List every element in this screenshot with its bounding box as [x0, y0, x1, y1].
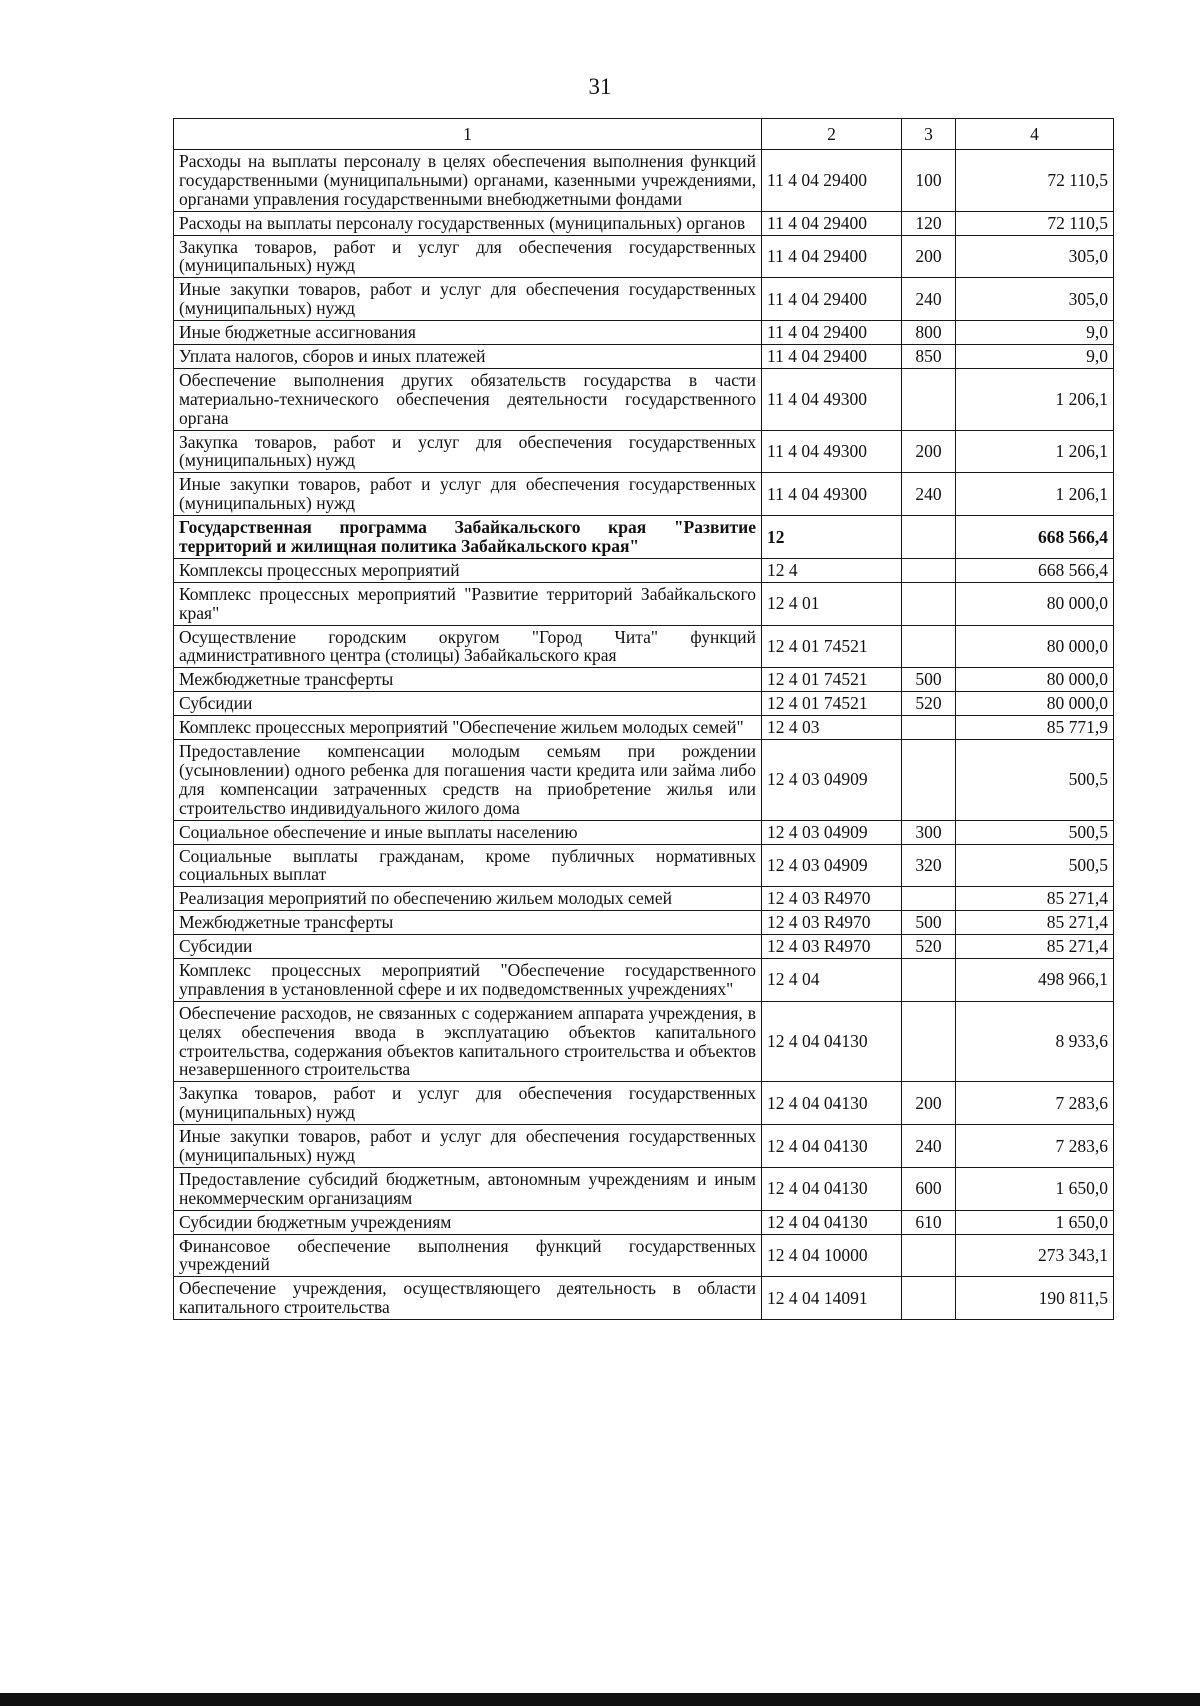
- row-name: Реализация мероприятий по обеспечению жильем молодых семей: [174, 887, 762, 911]
- table-row: [174, 625, 1114, 668]
- row-name: Субсидии: [174, 692, 762, 716]
- row-name: Расходы на выплаты персоналу государственных (муниципальных) органов: [174, 211, 762, 235]
- table-row: [174, 692, 1114, 716]
- row-code: 12 4 04: [762, 958, 902, 1001]
- table-row: [174, 935, 1114, 959]
- table-row: [174, 516, 1114, 559]
- row-sum: 305,0: [956, 235, 1114, 278]
- row-expense-type: 500: [902, 668, 956, 692]
- row-sum: 80 000,0: [956, 692, 1114, 716]
- table-row: [174, 1234, 1114, 1277]
- row-expense-type: [902, 516, 956, 559]
- table-row: [174, 911, 1114, 935]
- row-code: 12 4 04 04130: [762, 1210, 902, 1234]
- row-expense-type: 600: [902, 1167, 956, 1210]
- row-code: 12 4 01 74521: [762, 668, 902, 692]
- row-name: Обеспечение расходов, не связанных с содержанием аппарата учреждения, в целях обеспечения ввода в эксплуатацию объектов капитального строительства, содержания объектов капитального строительства и объектов незавершенного строительства: [174, 1001, 762, 1082]
- row-sum: 85 271,4: [956, 911, 1114, 935]
- row-code: 11 4 04 49300: [762, 368, 902, 430]
- row-name: Комплекс процессных мероприятий "Развитие территорий Забайкальского края": [174, 582, 762, 625]
- row-name: Закупка товаров, работ и услуг для обеспечения государственных (муниципальных) нужд: [174, 1082, 762, 1125]
- row-name: Комплексы процессных мероприятий: [174, 558, 762, 582]
- table-row: [174, 211, 1114, 235]
- table-row: [174, 1167, 1114, 1210]
- row-name: Комплекс процессных мероприятий "Обеспечение государственного управления в установленной сфере и их подведомственных учреждениях": [174, 958, 762, 1001]
- row-sum: 1 206,1: [956, 368, 1114, 430]
- table-row: [174, 368, 1114, 430]
- row-name: Предоставление субсидий бюджетным, автономным учреждениям и иным некоммерческим организациям: [174, 1167, 762, 1210]
- row-code: 11 4 04 29400: [762, 150, 902, 212]
- row-name: Иные бюджетные ассигнования: [174, 321, 762, 345]
- row-sum: 85 771,9: [956, 716, 1114, 740]
- row-name: Субсидии бюджетным учреждениям: [174, 1210, 762, 1234]
- row-name: Межбюджетные трансферты: [174, 668, 762, 692]
- row-expense-type: [902, 958, 956, 1001]
- row-code: 12 4 03 04909: [762, 820, 902, 844]
- table-body: [174, 150, 1114, 1320]
- row-sum: 7 283,6: [956, 1125, 1114, 1168]
- row-name: Иные закупки товаров, работ и услуг для обеспечения государственных (муниципальных) нужд: [174, 1125, 762, 1168]
- row-code: 11 4 04 29400: [762, 345, 902, 369]
- row-code: 12 4 01 74521: [762, 625, 902, 668]
- header-col-1: 1: [174, 119, 762, 150]
- table-row: [174, 582, 1114, 625]
- row-code: 12 4 03 04909: [762, 740, 902, 821]
- row-name: Социальное обеспечение и иные выплаты населению: [174, 820, 762, 844]
- table-row: [174, 321, 1114, 345]
- row-sum: 80 000,0: [956, 668, 1114, 692]
- table-row: [174, 473, 1114, 516]
- row-sum: 9,0: [956, 345, 1114, 369]
- row-expense-type: [902, 887, 956, 911]
- row-code: 11 4 04 49300: [762, 473, 902, 516]
- row-name: Предоставление компенсации молодым семьям при рождении (усыновлении) одного ребенка для погашения части кредита или займа либо для компенсации затраченных средств на приобретение жилья или строительство индивидуального жилого дома: [174, 740, 762, 821]
- table-row: [174, 1210, 1114, 1234]
- row-code: 12 4 04 04130: [762, 1001, 902, 1082]
- row-sum: 498 966,1: [956, 958, 1114, 1001]
- table-row: [174, 958, 1114, 1001]
- row-expense-type: [902, 558, 956, 582]
- row-sum: 190 811,5: [956, 1277, 1114, 1320]
- row-expense-type: 240: [902, 278, 956, 321]
- row-expense-type: [902, 368, 956, 430]
- row-name: Социальные выплаты гражданам, кроме публичных нормативных социальных выплат: [174, 844, 762, 887]
- row-sum: 85 271,4: [956, 935, 1114, 959]
- table-row: [174, 235, 1114, 278]
- row-sum: 1 650,0: [956, 1167, 1114, 1210]
- row-expense-type: 520: [902, 935, 956, 959]
- row-expense-type: [902, 1277, 956, 1320]
- row-code: 12 4: [762, 558, 902, 582]
- row-sum: 1 206,1: [956, 430, 1114, 473]
- row-name: Субсидии: [174, 935, 762, 959]
- row-expense-type: 300: [902, 820, 956, 844]
- row-name: Межбюджетные трансферты: [174, 911, 762, 935]
- row-code: 11 4 04 49300: [762, 430, 902, 473]
- row-expense-type: [902, 740, 956, 821]
- table-row: [174, 558, 1114, 582]
- row-expense-type: [902, 582, 956, 625]
- row-expense-type: [902, 625, 956, 668]
- budget-table: [173, 118, 1114, 1320]
- row-name: Финансовое обеспечение выполнения функций государственных учреждений: [174, 1234, 762, 1277]
- row-sum: 9,0: [956, 321, 1114, 345]
- row-sum: 500,5: [956, 820, 1114, 844]
- row-sum: 72 110,5: [956, 150, 1114, 212]
- row-expense-type: [902, 1234, 956, 1277]
- row-name: Иные закупки товаров, работ и услуг для обеспечения государственных (муниципальных) нужд: [174, 278, 762, 321]
- scan-bottom-edge: [0, 1693, 1200, 1706]
- row-code: 12 4 04 04130: [762, 1125, 902, 1168]
- row-expense-type: 520: [902, 692, 956, 716]
- row-sum: 668 566,4: [956, 558, 1114, 582]
- row-name: Иные закупки товаров, работ и услуг для обеспечения государственных (муниципальных) нужд: [174, 473, 762, 516]
- row-code: 12 4 03 R4970: [762, 911, 902, 935]
- row-code: 12 4 03 04909: [762, 844, 902, 887]
- row-name: Осуществление городским округом "Город Чита" функций административного центра (столицы) Забайкальского края: [174, 625, 762, 668]
- table-row: [174, 716, 1114, 740]
- row-code: 12 4 03 R4970: [762, 887, 902, 911]
- row-sum: 8 933,6: [956, 1001, 1114, 1082]
- table-row: [174, 1125, 1114, 1168]
- row-sum: 85 271,4: [956, 887, 1114, 911]
- row-name: Уплата налогов, сборов и иных платежей: [174, 345, 762, 369]
- row-code: 12 4 03: [762, 716, 902, 740]
- row-expense-type: 120: [902, 211, 956, 235]
- row-code: 12 4 01 74521: [762, 692, 902, 716]
- row-sum: 72 110,5: [956, 211, 1114, 235]
- row-expense-type: 200: [902, 235, 956, 278]
- row-expense-type: 320: [902, 844, 956, 887]
- row-code: 12 4 01: [762, 582, 902, 625]
- row-expense-type: 240: [902, 1125, 956, 1168]
- row-expense-type: 850: [902, 345, 956, 369]
- row-code: 12 4 04 10000: [762, 1234, 902, 1277]
- row-expense-type: 800: [902, 321, 956, 345]
- row-sum: 1 650,0: [956, 1210, 1114, 1234]
- table-row: [174, 887, 1114, 911]
- row-expense-type: 200: [902, 1082, 956, 1125]
- row-name: Закупка товаров, работ и услуг для обеспечения государственных (муниципальных) нужд: [174, 430, 762, 473]
- row-expense-type: [902, 716, 956, 740]
- row-sum: 500,5: [956, 844, 1114, 887]
- row-name: Комплекс процессных мероприятий "Обеспечение жильем молодых семей": [174, 716, 762, 740]
- row-expense-type: [902, 1001, 956, 1082]
- row-sum: 273 343,1: [956, 1234, 1114, 1277]
- row-code: 12: [762, 516, 902, 559]
- table-row: [174, 278, 1114, 321]
- row-name: Государственная программа Забайкальского края "Развитие территорий и жилищная политика Забайкальского края": [174, 516, 762, 559]
- row-code: 11 4 04 29400: [762, 211, 902, 235]
- table-row: [174, 668, 1114, 692]
- table-row: [174, 820, 1114, 844]
- row-sum: 80 000,0: [956, 625, 1114, 668]
- row-code: 12 4 04 04130: [762, 1082, 902, 1125]
- row-name: Закупка товаров, работ и услуг для обеспечения государственных (муниципальных) нужд: [174, 235, 762, 278]
- table-row: [174, 740, 1114, 821]
- row-sum: 500,5: [956, 740, 1114, 821]
- table-row: [174, 1001, 1114, 1082]
- row-code: 11 4 04 29400: [762, 278, 902, 321]
- row-name: Обеспечение учреждения, осуществляющего деятельность в области капитального строительства: [174, 1277, 762, 1320]
- row-expense-type: 240: [902, 473, 956, 516]
- header-col-3: 3: [902, 119, 956, 150]
- row-sum: 7 283,6: [956, 1082, 1114, 1125]
- row-code: 11 4 04 29400: [762, 235, 902, 278]
- row-sum: 80 000,0: [956, 582, 1114, 625]
- table-row: [174, 150, 1114, 212]
- table-row: [174, 1277, 1114, 1320]
- page-number: 31: [588, 74, 612, 99]
- row-name: Обеспечение выполнения других обязательств государства в части материально-технического обеспечения деятельности государственного органа: [174, 368, 762, 430]
- row-code: 12 4 03 R4970: [762, 935, 902, 959]
- table-header-row: [174, 119, 1114, 150]
- row-code: 12 4 04 04130: [762, 1167, 902, 1210]
- row-code: 12 4 04 14091: [762, 1277, 902, 1320]
- table-row: [174, 430, 1114, 473]
- row-sum: 1 206,1: [956, 473, 1114, 516]
- row-expense-type: 100: [902, 150, 956, 212]
- header-col-2: 2: [762, 119, 902, 150]
- row-sum: 668 566,4: [956, 516, 1114, 559]
- table-row: [174, 844, 1114, 887]
- row-expense-type: 200: [902, 430, 956, 473]
- row-expense-type: 500: [902, 911, 956, 935]
- table-row: [174, 345, 1114, 369]
- row-sum: 305,0: [956, 278, 1114, 321]
- row-name: Расходы на выплаты персоналу в целях обеспечения выполнения функций государственными (муниципальными) органами, казенными учреждениями, органами управления государственными внебюджетными фондами: [174, 150, 762, 212]
- row-expense-type: 610: [902, 1210, 956, 1234]
- row-code: 11 4 04 29400: [762, 321, 902, 345]
- header-col-4: 4: [956, 119, 1114, 150]
- table-row: [174, 1082, 1114, 1125]
